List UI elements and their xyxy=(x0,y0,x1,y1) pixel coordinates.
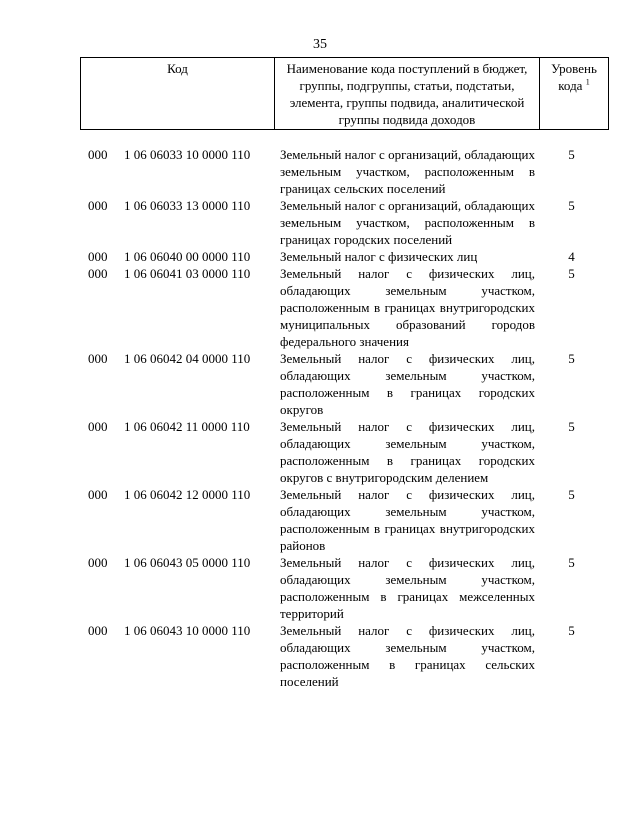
header-code-label: Код xyxy=(167,61,188,76)
revenue-name: Земельный налог с физических лиц, обладающих земельным участком, расположенным в границах межселенных территорий xyxy=(280,555,535,621)
code-level: 5 xyxy=(568,487,575,502)
table-row xyxy=(80,248,608,265)
revenue-code: 1 06 06033 13 0000 110 xyxy=(124,198,251,213)
revenue-name: Земельный налог с организаций, обладающих земельным участком, расположенным в границах городских поселений xyxy=(280,198,535,247)
code-level: 5 xyxy=(568,147,575,162)
code-level: 5 xyxy=(568,623,575,638)
admin-code: 000 xyxy=(88,198,108,213)
admin-code: 000 xyxy=(88,351,108,366)
table-row xyxy=(80,486,608,554)
header-name-label: Наименование кода поступлений в бюджет, группы, подгруппы, статьи, подстатьи, элемента, группы подвида, аналитической группы подвида доходов xyxy=(286,61,528,127)
table-row xyxy=(80,146,608,197)
revenue-code: 1 06 06033 10 0000 110 xyxy=(124,147,251,162)
revenue-code: 1 06 06042 04 0000 110 xyxy=(124,351,251,366)
table-row xyxy=(80,622,608,690)
admin-code: 000 xyxy=(88,487,108,502)
admin-code: 000 xyxy=(88,147,108,162)
code-level: 5 xyxy=(568,266,575,281)
admin-code: 000 xyxy=(88,623,108,638)
table-row xyxy=(80,418,608,486)
revenue-code: 1 06 06042 11 0000 110 xyxy=(124,419,250,434)
revenue-name: Земельный налог с физических лиц, обладающих земельным участком, расположенным в границах городских округов с внутригородским делением xyxy=(280,419,535,485)
revenue-code: 1 06 06040 00 0000 110 xyxy=(124,249,251,264)
admin-code: 000 xyxy=(88,249,108,264)
revenue-code: 1 06 06043 05 0000 110 xyxy=(124,555,251,570)
code-level: 5 xyxy=(568,198,575,213)
table-header xyxy=(80,57,609,130)
revenue-name: Земельный налог с физических лиц, обладающих земельным участком, расположенным в границах внутригородских районов xyxy=(280,487,535,553)
admin-code: 000 xyxy=(88,419,108,434)
header-name xyxy=(275,58,540,130)
revenue-code: 1 06 06042 12 0000 110 xyxy=(124,487,251,502)
table-row xyxy=(80,265,608,350)
admin-code: 000 xyxy=(88,266,108,281)
revenue-name: Земельный налог с физических лиц, обладающих земельным участком, расположенным в границах внутригородских муниципальных образований городов федерального значения xyxy=(280,266,535,349)
code-level: 5 xyxy=(568,351,575,366)
header-level xyxy=(540,58,609,130)
code-level: 4 xyxy=(568,249,575,264)
revenue-name: Земельный налог с физических лиц, обладающих земельным участком, расположенным в границах сельских поселений xyxy=(280,623,535,689)
code-level: 5 xyxy=(568,555,575,570)
header-level-label: Уровень кода xyxy=(551,61,597,93)
code-level: 5 xyxy=(568,419,575,434)
header-code xyxy=(81,58,275,130)
revenue-name: Земельный налог с физических лиц, обладающих земельным участком, расположенным в границах городских округов xyxy=(280,351,535,417)
revenue-code: 1 06 06041 03 0000 110 xyxy=(124,266,251,281)
table-body xyxy=(80,146,608,690)
table-row xyxy=(80,350,608,418)
admin-code: 000 xyxy=(88,555,108,570)
revenue-name: Земельный налог с физических лиц xyxy=(280,249,478,264)
page-number: 35 xyxy=(313,37,327,52)
footnote-marker: 1 xyxy=(585,77,590,87)
revenue-code: 1 06 06043 10 0000 110 xyxy=(124,623,251,638)
revenue-name: Земельный налог с организаций, обладающих земельным участком, расположенным в границах сельских поселений xyxy=(280,147,535,196)
table-row xyxy=(80,197,608,248)
table-row xyxy=(80,554,608,622)
